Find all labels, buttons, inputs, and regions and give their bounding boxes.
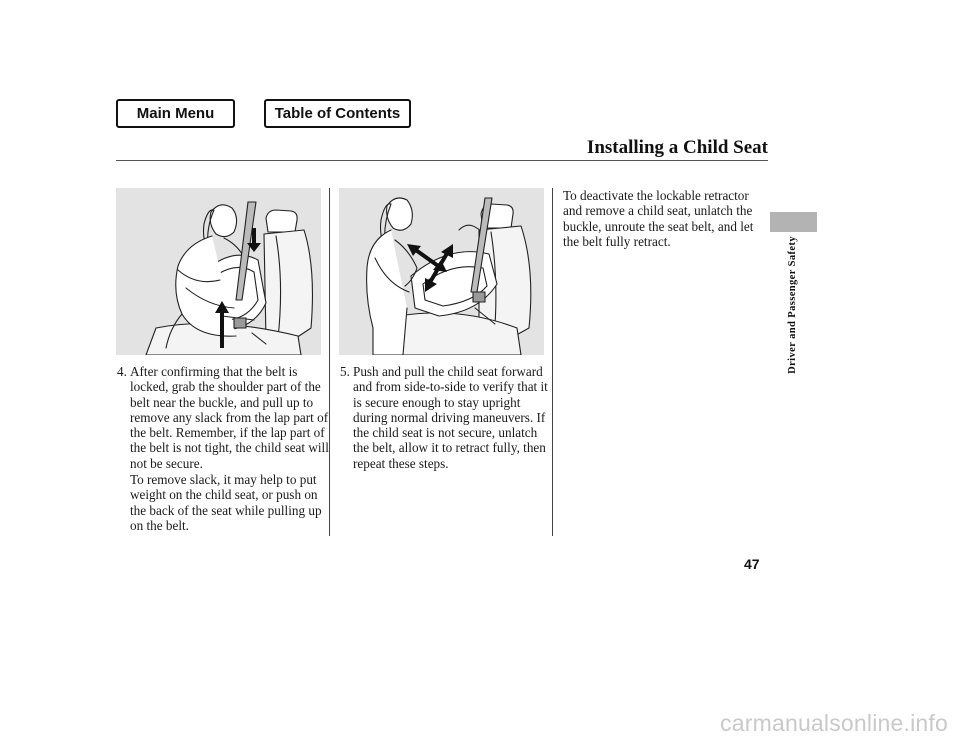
step-5 (340, 364, 555, 480)
step-4-note: To remove slack, it may help to put weight on the child seat, or push on the back of the seat while pulling up on the belt. (130, 472, 322, 533)
illustration-tighten-belt-drawing (116, 188, 321, 355)
deactivate-retractor-text: To deactivate the lockable retractor and remove a child seat, unlatch the buckle, unroute the seat belt, and let the belt fully retract. (563, 188, 754, 249)
chapter-label (784, 236, 800, 376)
page-number: 47 (744, 556, 760, 572)
title-divider (116, 160, 768, 161)
section-title: Installing a Child Seat (586, 137, 768, 158)
step-4-text: After confirming that the belt is locked, grab the shoulder part of the belt near the buckle, and pull up to remove any slack from the lap part of the belt. Remember, if the lap part of the belt is not tight, the child seat will not be secure. (130, 364, 329, 471)
table-of-contents-button[interactable]: Table of Contents (264, 99, 411, 128)
step-5-text: Push and pull the child seat forward and from side-to-side to verify that it is secure enough to stay upright during normal driving maneuvers. If the child seat is not secure, unlatch the belt, allow it to retract fully, then repeat these steps. (353, 364, 548, 471)
illustration-test-seat (339, 188, 544, 355)
chapter-label-text: Driver and Passenger Safety (786, 236, 798, 374)
main-menu-button[interactable]: Main Menu (116, 99, 235, 128)
step-5-number: 5. (340, 364, 350, 379)
chapter-tab-marker (770, 212, 817, 232)
step-4 (117, 364, 332, 471)
illustration-tighten-belt (116, 188, 321, 355)
watermark: carmanualsonline.info (720, 710, 948, 736)
illustration-test-seat-drawing (339, 188, 544, 355)
step-4-number: 4. (117, 364, 127, 379)
column-divider-2 (552, 188, 553, 536)
